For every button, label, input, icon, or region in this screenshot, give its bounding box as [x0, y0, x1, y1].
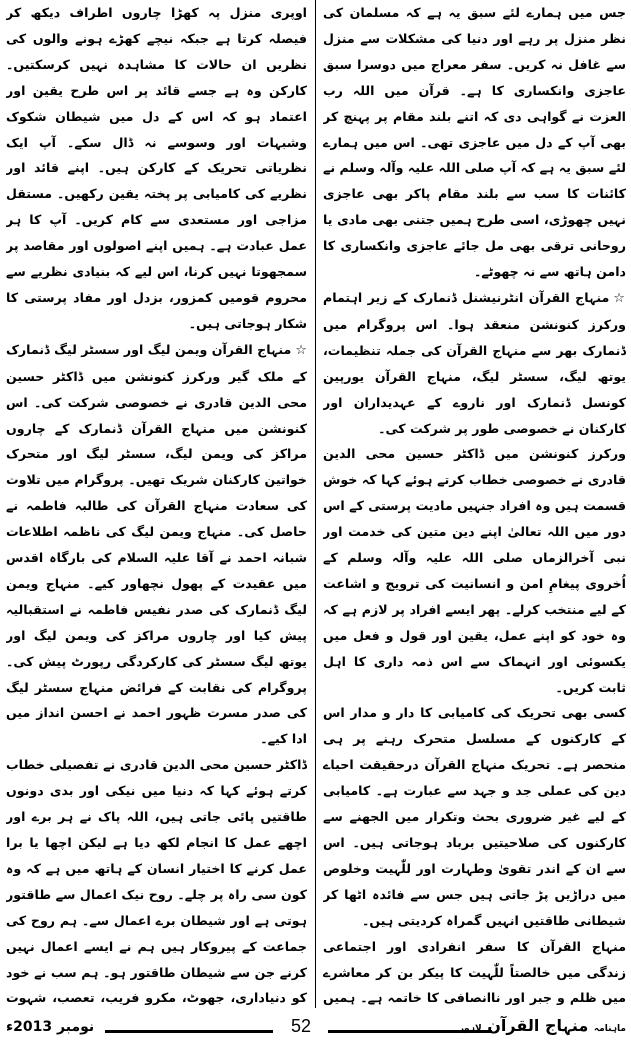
paragraph: [6, 337, 307, 753]
paragraph: اوپری منزل پہ کھڑا چاروں اطراف دیکھ کر فیصلہ کرتا ہے جبکہ نیچے کھڑے ہونے والوں کی نظریں ان حالات کا مشاہدہ نہیں کرسکتیں۔ کارکن وہ ہے جسے قائد پر اس طرح یقین اور اعتماد ہو کہ اس کے دل میں شیطان شکوک وشبہات اور وسوسے نہ ڈال سکے۔ آپ ایک نظریاتی تحریک کے کارکن ہیں۔ اپنے قائد اور نظریے کی کامیابی پر پختہ یقین رکھیں۔ مستقل مزاجی اور مستعدی سے کام کریں۔ آپ کا ہر عمل عبادت ہے۔ ہمیں اپنے اصولوں اور مقاصد پر سمجھوتا نہیں کرنا، اس لیے کہ بنیادی نظریے سے محروم قومیں کمزور، بزدل اور مفاد پرستی کا شکار ہوجاتی ہیں۔: [6, 5, 307, 331]
paragraph: کسی بھی تحریک کی کامیابی کا دار و مدار اس کے کارکنوں کے مسلسل متحرک رہنے پر ہی منحصر ہے۔ تحریک منہاج القرآن درحقیقت احیاے دین کی عملی جد و جہد سے عبارت ہے۔ کامیابی کے لیے غیر ضروری بحث وتکرار میں الجھنے سے کارکنوں کی صلاحیتیں برباد ہوجاتی ہیں۔ اس سے ان کے اندر تقویٰ وطہارت اور للّٰہیت وخلوص میں دراڑیں پڑ جاتی ہیں جس سے فائدہ اٹھا کر شیطانی طاقتیں انہیں گمراہ کردیتی ہیں۔: [323, 705, 626, 928]
paragraph: [323, 285, 626, 441]
masthead-prefix: ماہنامہ: [593, 1024, 626, 1034]
paragraph-text: منہاج القرآن ویمن لیگ اور سسٹر لیگ ڈنمارک کے ملک گیر ورکرز کنونشن میں ڈاکٹر حسین محی الدین قادری نے خصوصی شرکت کی۔ اس کنونشن میں منہاج القرآن ڈنمارک کے چاروں مراکز کی ویمن لیگ، سسٹر لیگ اور متحرک خواتین کارکنان شریک تھیں۔ پروگرام میں تلاوت کی سعادت منہاج القرآن کی طالبہ فاطمہ نے حاصل کی۔ منہاج ویمن لیگ کی ناظمہ اطلاعات شبانہ احمد نے آقا علیہ السلام کی بارگاہ اقدس میں عقیدت کے پھول نچھاور کیے۔ منہاج ویمن لیگ ڈنمارک کی صدر نفیس فاطمہ نے استقبالیہ پیش کیا اور چاروں مراکز کی ویمن لیگ اور یوتھ لیگ سسٹر کی کارکردگی رپورٹ پیش کی۔ پروگرام کی نقابت کے فرائض منہاج سسٹر لیگ کی صدر مسرت ظہور احمد نے احسن انداز میں ادا کیے۔: [6, 341, 307, 747]
paragraph: منہاج القرآن کا سفر انفرادی اور اجتماعی زندگی میں خالصتاً للّٰہیت کا پیکر بن کر معاشرے میں ظلم و جبر اور ناانصافی کا خاتمہ ہے۔ ہمیں: [323, 938, 626, 1006]
issue-date: نومبر 2013ء: [6, 1019, 95, 1035]
right-column: [323, 0, 626, 1008]
page-number: 52: [290, 1016, 312, 1036]
star-bullet-icon: ☆: [613, 290, 626, 306]
masthead: [458, 1016, 626, 1035]
paragraph: ڈاکٹر حسین محی الدین قادری نے تفصیلی خطاب کرتے ہوئے کہا کہ دنیا میں نیکی اور بدی دونوں طاقتیں پائی جاتی ہیں، اللہ پاک نے ہر برے اور اچھے عمل کا انجام لکھ دیا ہے لیکن اچھا یا برا عمل کرنے کا اختیار انسان کے ہاتھ میں ہے کہ وہ کون سی راہ پر چلے۔ روح نیک اعمال سے طاقتور ہوتی ہے اور شیطان برے اعمال سے۔ ہم روح کی جماعت کے پیروکار ہیں ہم نے ایسے اعمال نہیں کرنے جن سے شیطان طاقتور ہو۔ ہم سب نے خود کو دنیاداری، جھوٹ، مکرو فریب، تعصب، شہوت: [6, 757, 307, 1006]
paragraph: جس میں ہمارے لئے سبق یہ ہے کہ مسلمان کی نظر منزل پر رہے اور دنیا کی مشکلات سے منزل سے غافل نہ کریں۔ سفر معراج میں دوسرا سبق عاجزی وانکساری کا ہے۔ قرآن میں اللہ رب العزت نے گواہی دی کہ اتنے بلند مقام پر پہنچ کر بھی آپ کے دل میں عاجزی تھی۔ اس میں ہمارے لئے سبق یہ ہے کہ آپ صلی اللہ علیہ وآلہ وسلم نے کائنات کا سب سے بلند مقام پاکر بھی عاجزی نہیں چھوڑی، اسی طرح ہمیں جتنی بھی مادی یا روحانی ترقی بھی مل جائے عاجزی وانکساری کا دامن ہاتھ سے نہ چھوٹے۔: [323, 5, 626, 280]
footer-rule: [105, 1030, 273, 1033]
column-divider: [315, 0, 316, 1008]
masthead-title: منہاج القرآن: [487, 1016, 589, 1035]
paragraph: ورکرز کنونشن میں ڈاکٹر حسین محی الدین قادری نے خصوصی خطاب کرتے ہوئے کہا کہ خوش قسمت ہیں وہ افراد جنہیں مادیت پرستی کے اس دور میں اللہ تعالیٰ اپنے دین متین کی خدمت اور نبی آخرالزماں صلی اللہ علیہ وآلہ وسلم کے اُخروی پیغامِ امن و انسانیت کی ترویج و اشاعت کے لیے منتخب کرلے۔ پھر ایسے افراد پر لازم ہے کہ وہ خود کو اپنے عمل، یقین اور قول و فعل میں یکسوئی اور انہماک سے اس ذمہ داری کا اہل ثابت کریں۔: [323, 446, 626, 695]
page-footer: [0, 1013, 631, 1047]
masthead-suffix: لاہور: [458, 1024, 482, 1034]
star-bullet-icon: ☆: [295, 342, 307, 358]
left-column: [6, 0, 307, 1008]
paragraph-text: منہاج القرآن انٹرنیشنل ڈنمارک کے زیر اہتمام ورکرز کنونشن منعقد ہوا۔ اس پروگرام میں ڈنمارک بھر سے منہاج القرآن کی جملہ تنظیمات، یوتھ لیگ، سسٹر لیگ، منہاج القرآن یورپین کونسل ڈنمارک اور ناروے کے عہدیداران اور کارکنان نے خصوصی طور پر شرکت کی۔: [323, 289, 626, 436]
